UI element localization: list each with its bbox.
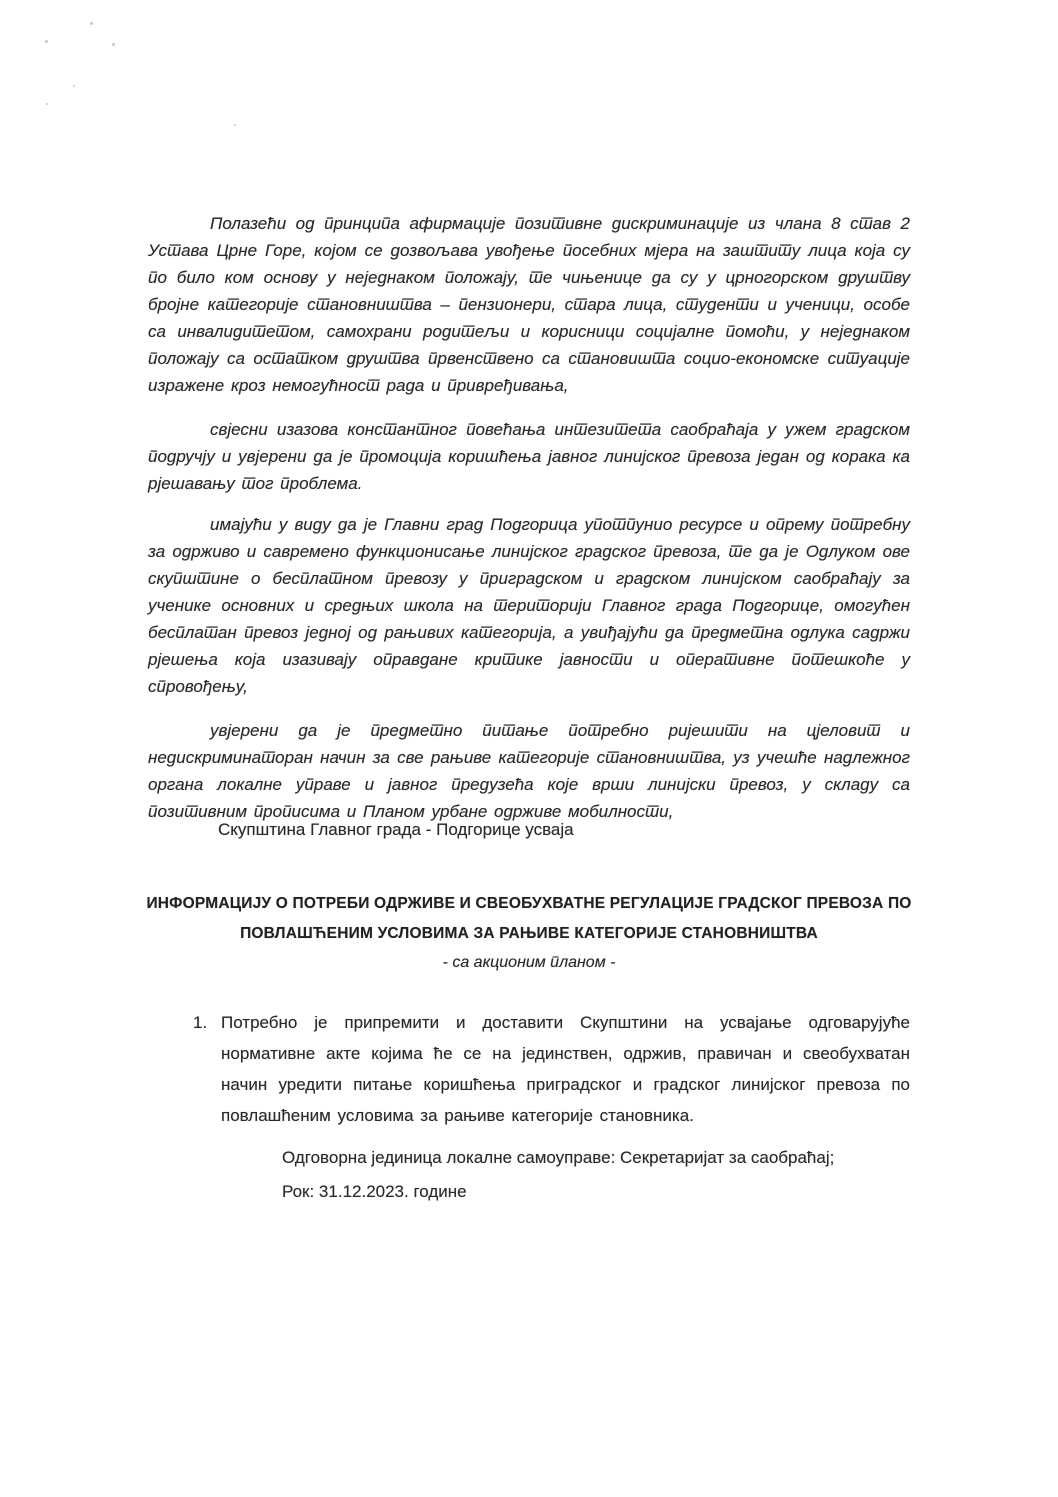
action-item-1 (193, 1007, 910, 1131)
preamble-paragraph-2: свјесни изазова константног повећања интезитета саобраћаја у ужем градском подручју и увјерени да је промоција коришћења јавног линијског превоза један од корака ка рјешавању тог проблема. (148, 420, 910, 493)
document-title (60, 889, 998, 949)
responsible-unit-line: Одговорна јединица локалне самоуправе: Секретаријат за саобраћај; (282, 1148, 835, 1167)
action-item-1-number: 1. (193, 1013, 208, 1032)
scan-speck (112, 43, 115, 46)
document-title-line-1: ИНФОРМАЦИЈУ О ПОТРЕБИ ОДРЖИВЕ И СВЕОБУХВАТНЕ РЕГУЛАЦИЈЕ ГРАДСКОГ ПРЕВОЗА ПО (146, 895, 912, 912)
action-item-1-text: Потребно је припремити и доставити Скупштини на усвајање одговарујуће нормативне акте којима ће се на јединствен, одржив, правичан и свеобухватан начин уредити питање коришћења приградског и градског линијског превоза по повлашћеним условима за рањиве категорије становника. (221, 1013, 910, 1125)
scan-speck (46, 103, 48, 105)
deadline-line: Рок: 31.12.2023. године (282, 1182, 467, 1201)
footer-lines (282, 1141, 912, 1209)
scan-speck (234, 124, 236, 126)
scan-speck (73, 85, 75, 87)
document-subtitle: - са акционим планом - (442, 954, 616, 971)
adoption-line: Скупштина Главног града - Подгорице усваја (218, 820, 574, 839)
preamble-paragraph-4: увјерени да је предметно питање потребно ријешити на цјеловит и недискриминаторан начин за све рањиве категорије становништва, уз учешће надлежног органа локалне управе и јавног предузећа које врши линијски превоз, у складу са позитивним прописима и Планом урбане одрживе мобилности, (148, 721, 910, 821)
preamble-paragraph-1: Полазећи од принципа афирмације позитивне дискриминације из члана 8 став 2 Устава Црне Горе, којом се дозвољава увођење посебних мјера на заштиту лица која су по било ком основу у неједнаком положају, те чињенице да су у црногорском друштву бројне категорије становништва – пензионери, стара лица, студенти и ученици, особе са инвалидитетом, самохрани родитељи и корисници социјалне помоћи, у неједнаком положају са остатком друштва првенствено са становишта социо-економске ситуације изражене кроз немогућност рада и привређивања, (148, 214, 910, 395)
scan-speck (90, 22, 93, 25)
preamble-paragraph-3: имајући у виду да је Главни град Подгорица употпунио ресурсе и опрему потребну за одрживо и савремено функционисање линијског градског превоза, те да је Одлуком ове скупштине о бесплатном превозу у приградском и градском линијском саобраћају за ученике основних и средњих школа на територији Главног града Подгорице, омогућен бесплатан превоз једној од рањивих категорија, а увиђајући да предметна одлука садржи рјешења која изазивају оправдане критике јавности и оперативне потешкоће у спровођењу, (148, 515, 910, 696)
document-title-line-2: ПОВЛАШЋЕНИМ УСЛОВИМА ЗА РАЊИВЕ КАТЕГОРИЈЕ СТАНОВНИШТВА (240, 925, 818, 942)
scan-speck (45, 40, 48, 43)
